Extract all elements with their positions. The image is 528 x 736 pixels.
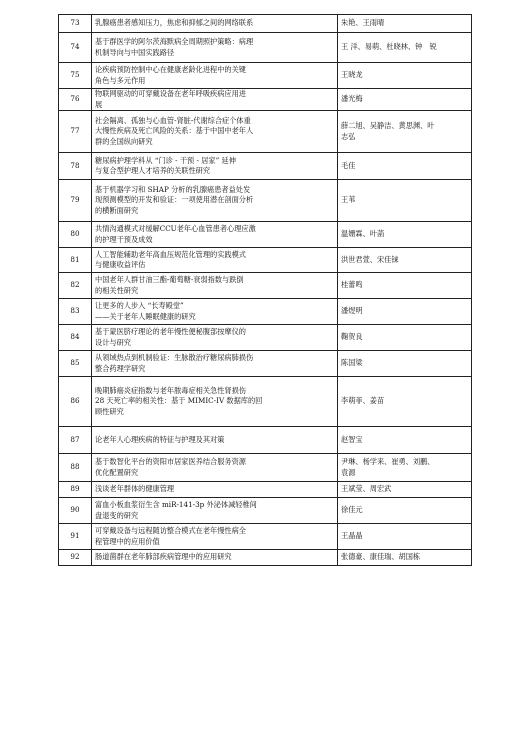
row-number: 74 <box>59 33 92 63</box>
row-number: 88 <box>59 454 92 482</box>
paper-title <box>92 180 338 222</box>
table-row <box>59 482 472 498</box>
paper-title-line: 角色与多元作用 <box>95 75 146 85</box>
paper-title-line: 浅谈老年群体的健康管理 <box>95 484 175 494</box>
paper-authors <box>338 15 472 33</box>
paper-title-line: 展 <box>95 99 103 109</box>
paper-authors <box>338 377 472 427</box>
table-row <box>59 153 472 180</box>
paper-authors-line: 陈国梁 <box>341 358 363 368</box>
row-number: 73 <box>59 15 92 33</box>
table-row <box>59 427 472 454</box>
paper-title-line: 人工智能辅助老年高血压规范化管理的实践模式 <box>95 249 246 259</box>
paper-authors <box>338 248 472 273</box>
table-row <box>59 222 472 248</box>
paper-authors-line: 王苇 <box>341 195 356 205</box>
paper-title-line: 的横断面研究 <box>95 205 139 215</box>
paper-title <box>92 427 338 454</box>
paper-authors <box>338 454 472 482</box>
paper-title-line: 可穿戴设备与远程随访整合模式在老年慢性病全 <box>95 526 246 536</box>
paper-title-line: 基于蒙医脐疗理论的老年慢性便秘腹部按摩仪的 <box>95 327 246 337</box>
paper-authors <box>338 111 472 153</box>
row-number: 84 <box>59 325 92 351</box>
paper-title-line: 机制导向与中国实践路径 <box>95 47 175 57</box>
paper-title-line: 与健康收益评估 <box>95 260 146 269</box>
row-number: 91 <box>59 524 92 550</box>
paper-authors <box>338 89 472 111</box>
paper-title-line: 整合药理学研究 <box>95 363 146 373</box>
paper-title-line: 优化配置研究 <box>95 467 139 477</box>
table-row <box>59 111 472 153</box>
paper-title <box>92 153 338 180</box>
row-number: 78 <box>59 153 92 180</box>
paper-authors-line: 桂蕾鸣 <box>341 280 363 290</box>
paper-title-line: 28 天死亡率的相关性：基于 MIMIC-IV 数据库的回 <box>95 396 263 406</box>
paper-title-line: 的护理干预及成效 <box>95 234 153 244</box>
paper-title-line: 大慢性疾病及死亡风险的关系：基于中国中老年人 <box>95 126 254 136</box>
paper-title-line: 设计与研究 <box>95 337 131 347</box>
row-number: 90 <box>59 498 92 524</box>
table-row <box>59 524 472 550</box>
paper-authors <box>338 222 472 248</box>
paper-authors-line: 王晓龙 <box>341 70 363 80</box>
paper-authors <box>338 153 472 180</box>
table-row <box>59 325 472 351</box>
paper-title <box>92 111 338 153</box>
paper-authors-line: 志弘 <box>341 131 356 141</box>
paper-title-line: 糖尿病护理学科从 “门诊 - 干预 - 居家” 延伸 <box>95 155 236 165</box>
row-number: 79 <box>59 180 92 222</box>
paper-authors <box>338 550 472 566</box>
row-number: 92 <box>59 550 92 566</box>
paper-authors-line: 温姗霖、叶菡 <box>341 229 385 239</box>
paper-authors-line: 王晶晶 <box>341 531 363 541</box>
paper-title <box>92 63 338 89</box>
paper-authors <box>338 524 472 550</box>
paper-authors <box>338 482 472 498</box>
paper-authors <box>338 427 472 454</box>
paper-authors-line: 袁源 <box>341 467 356 477</box>
paper-title-line: 乳腺癌患者感知压力，焦虑和抑郁之间的网络联系 <box>95 18 254 28</box>
paper-title-line: 论老年人心理疾病的特征与护理及其对策 <box>95 434 225 444</box>
paper-title <box>92 377 338 427</box>
paper-authors-line: 李萌菲、姜苗 <box>341 396 385 406</box>
paper-authors-line: 赵智宝 <box>341 434 363 444</box>
table-row <box>59 15 472 33</box>
table-body <box>59 15 472 566</box>
table-row <box>59 89 472 111</box>
row-number: 89 <box>59 482 92 498</box>
paper-authors-line: 薛二旭、吴静洁、黄思渊、叶 <box>341 121 435 131</box>
paper-authors-line: 洪世君萱、宋佳铼 <box>341 254 399 264</box>
paper-title-line: 物联网驱动的可穿戴设备在老年呼吸疾病应用进 <box>95 89 246 99</box>
paper-authors <box>338 63 472 89</box>
paper-authors-line: 张德豪、康佳瑞、胡国栋 <box>341 552 421 562</box>
paper-title-line: 中国老年人群甘油三酯-葡萄糖-衰弱指数与跌倒 <box>95 275 244 285</box>
paper-authors <box>338 351 472 377</box>
paper-title-line: 晚期肺癌炎症指数与老年脓毒症相关急性肾损伤 <box>95 385 246 395</box>
row-number: 82 <box>59 273 92 299</box>
row-number: 86 <box>59 377 92 427</box>
paper-authors-line: 王斌莹、周宏武 <box>341 484 392 494</box>
row-number: 77 <box>59 111 92 153</box>
paper-title <box>92 550 338 566</box>
paper-authors-line: 王 洋、易萌、杜晓林、钟 锐 <box>341 42 437 52</box>
paper-title-line: ——关于老年人睡眠健康的研究 <box>95 311 196 321</box>
paper-title-line: 与复合型护理人才培养的关联性研究 <box>95 166 211 175</box>
paper-list-table <box>58 14 472 566</box>
paper-authors <box>338 498 472 524</box>
row-number: 81 <box>59 248 92 273</box>
table-row <box>59 550 472 566</box>
paper-authors-line: 潘煜明 <box>341 306 363 316</box>
table-row <box>59 180 472 222</box>
paper-title <box>92 325 338 351</box>
table-row <box>59 63 472 89</box>
paper-authors-line: 毛佳 <box>341 160 356 170</box>
paper-authors-line: 朱艳、王雨晴 <box>341 18 385 28</box>
paper-title <box>92 248 338 273</box>
paper-authors-line: 尹琳、杨学来、崔勇、刘鹏、 <box>341 457 435 467</box>
paper-authors <box>338 325 472 351</box>
paper-title-line: 现预测模型的开发和验证：一项使用潜在剖面分析 <box>95 195 254 205</box>
table-row <box>59 33 472 63</box>
paper-title-line: 的相关性研究 <box>95 285 139 295</box>
paper-title <box>92 454 338 482</box>
paper-title <box>92 524 338 550</box>
paper-title <box>92 299 338 325</box>
paper-authors-line: 徐佳元 <box>341 505 363 515</box>
paper-title-line: 富血小板血浆衍生含 miR-141-3p 外泌体减轻椎间 <box>95 500 257 510</box>
paper-title-line: 从领域热点到机制验证：生脉散治疗糖尿病肺损伤 <box>95 353 254 363</box>
paper-authors-line: 鞠贺良 <box>341 332 363 342</box>
paper-authors <box>338 299 472 325</box>
paper-title-line: 论疾病预防控制中心在健康老龄化进程中的关键 <box>95 65 246 75</box>
paper-title <box>92 273 338 299</box>
paper-title-line: 基于机器学习和 SHAP 分析的乳腺癌患者益处发 <box>95 184 251 194</box>
table-row <box>59 454 472 482</box>
paper-title-line: 社会隔离、孤独与心血管-肾脏-代谢综合症个体重 <box>95 115 251 125</box>
table-row <box>59 498 472 524</box>
paper-title-line: 共情沟通模式对缓解CCU老年心血管患者心理应激 <box>95 224 256 234</box>
row-number: 80 <box>59 222 92 248</box>
paper-title <box>92 89 338 111</box>
paper-authors <box>338 273 472 299</box>
paper-title-line: 盘退变的研究 <box>95 510 139 520</box>
paper-title-line: 基于数智化平台的资阳市居家医养结合服务资源 <box>95 457 246 467</box>
paper-title <box>92 351 338 377</box>
row-number: 83 <box>59 299 92 325</box>
row-number: 75 <box>59 63 92 89</box>
row-number: 76 <box>59 89 92 111</box>
paper-authors <box>338 33 472 63</box>
paper-title-line: 顾性研究 <box>95 406 124 416</box>
paper-title-line: 群的全国纵向研究 <box>95 136 153 146</box>
table-row <box>59 248 472 273</box>
table-row <box>59 273 472 299</box>
row-number: 85 <box>59 351 92 377</box>
paper-title-line: 基于群医学的阿尔茨海默病全周期照护策略：病理 <box>95 37 254 47</box>
paper-title <box>92 498 338 524</box>
paper-title-line: 程管理中的应用价值 <box>95 536 160 546</box>
paper-authors-line: 潘光梅 <box>341 94 363 104</box>
paper-title <box>92 482 338 498</box>
table-row <box>59 377 472 427</box>
paper-title <box>92 15 338 33</box>
paper-authors <box>338 180 472 222</box>
paper-title-line: 肠道菌群在老年肺部疾病管理中的应用研究 <box>95 552 232 562</box>
paper-title <box>92 222 338 248</box>
table-row <box>59 299 472 325</box>
table-row <box>59 351 472 377</box>
paper-title-line: 让更多的人步入 “长寿殿堂” <box>95 301 184 311</box>
row-number: 87 <box>59 427 92 454</box>
paper-title <box>92 33 338 63</box>
